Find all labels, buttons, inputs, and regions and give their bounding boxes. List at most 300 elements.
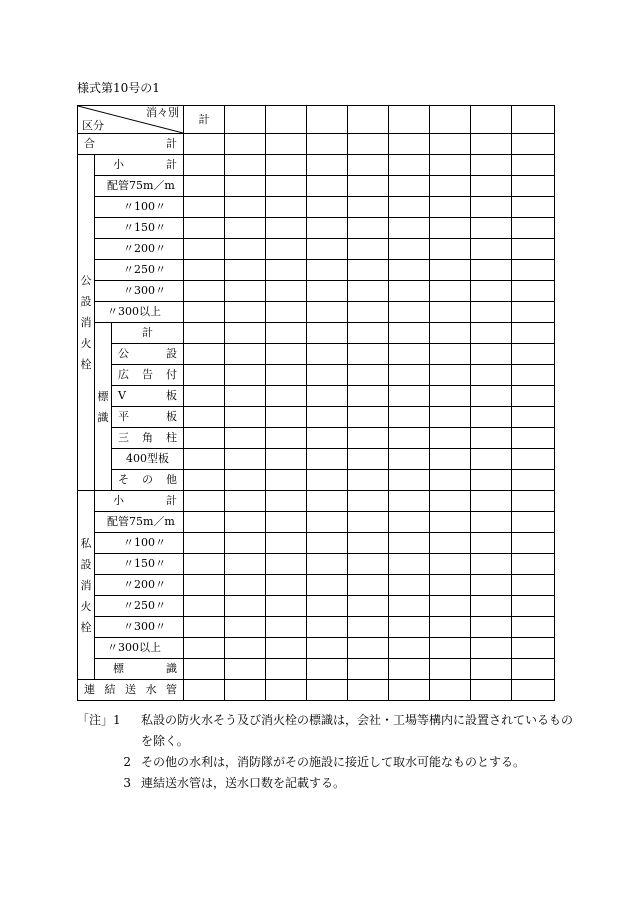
data-cell [225, 659, 266, 680]
renketsu-label-char: 水 [145, 683, 157, 696]
shiset-pipe-row [78, 638, 555, 659]
koset-hyoshiki-item-label-char: 広 [118, 368, 129, 381]
data-cell [430, 155, 471, 176]
data-cell [512, 365, 555, 386]
data-cell [348, 176, 389, 197]
data-cell [225, 260, 266, 281]
koset-hyoshiki-item-row [78, 365, 555, 386]
renketsu-label-char: 送 [125, 683, 136, 696]
data-cell [307, 449, 348, 470]
data-cell [389, 533, 430, 554]
data-cell [307, 260, 348, 281]
data-cell [512, 302, 555, 323]
data-cell [471, 323, 512, 344]
data-cell [348, 106, 389, 134]
koset-hyoshiki-item-label-char: 平 [118, 410, 129, 423]
data-cell [348, 197, 389, 218]
data-cell [471, 596, 512, 617]
data-cell [307, 239, 348, 260]
data-cell [225, 554, 266, 575]
note-number: 2 [123, 755, 131, 769]
data-cell [512, 176, 555, 197]
data-cell [184, 386, 225, 407]
data-cell [184, 155, 225, 176]
koset-subtotal-label [95, 155, 184, 176]
koset-subtotal-label-char: 計 [166, 158, 178, 171]
data-cell [266, 470, 307, 491]
data-cell [430, 491, 471, 512]
koset-hyoshiki-item-label-char: 角 [142, 431, 153, 444]
note-number: 3 [123, 776, 131, 790]
data-cell [471, 155, 512, 176]
form-title: 様式第10号の1 [77, 81, 160, 95]
note-number: 「注」1 [77, 713, 121, 727]
data-cell [430, 365, 471, 386]
data-cell [184, 428, 225, 449]
data-cell [512, 533, 555, 554]
total-row-label-char: 合 [84, 137, 95, 150]
data-cell [430, 533, 471, 554]
data-cell [512, 155, 555, 176]
data-cell [430, 659, 471, 680]
data-cell [348, 155, 389, 176]
data-cell [430, 239, 471, 260]
data-cell [471, 407, 512, 428]
data-cell [184, 281, 225, 302]
koset-hyoshiki-item-label-char: 板 [166, 410, 178, 423]
data-cell [348, 428, 389, 449]
data-cell [266, 323, 307, 344]
data-cell [266, 659, 307, 680]
data-cell [307, 281, 348, 302]
data-cell [225, 491, 266, 512]
koset-pipe-row [78, 197, 555, 218]
data-cell [225, 680, 266, 701]
data-cell [266, 260, 307, 281]
data-cell [471, 386, 512, 407]
data-cell [307, 155, 348, 176]
data-cell [348, 134, 389, 155]
data-cell [471, 344, 512, 365]
data-cell [512, 575, 555, 596]
koset-group-label-char: 火 [80, 337, 92, 350]
data-cell [389, 428, 430, 449]
data-cell [389, 491, 430, 512]
data-cell [389, 302, 430, 323]
data-cell [471, 680, 512, 701]
shiset-pipe-row [78, 575, 555, 596]
data-cell [389, 106, 430, 134]
data-cell [225, 323, 266, 344]
data-cell [430, 386, 471, 407]
data-cell [389, 449, 430, 470]
data-cell [471, 302, 512, 323]
shiset-pipe-row [78, 533, 555, 554]
data-cell [307, 407, 348, 428]
koset-group-label [78, 155, 95, 491]
data-cell [184, 533, 225, 554]
data-cell [225, 281, 266, 302]
data-cell [471, 239, 512, 260]
koset-subtotal-row [78, 155, 555, 176]
data-cell [512, 344, 555, 365]
shiset-group-label-char: 消 [80, 578, 92, 592]
note-text: その他の水利は，消防隊がその施設に接近して取水可能なものとする。 [141, 755, 526, 769]
shiset-hyoshiki-label-char: 標 [113, 662, 124, 675]
data-cell [307, 617, 348, 638]
data-cell [225, 344, 266, 365]
data-cell [184, 344, 225, 365]
data-cell [184, 554, 225, 575]
data-cell [348, 491, 389, 512]
koset-pipe-label: 〃300〃 [95, 281, 184, 302]
shiset-group-label-char: 設 [80, 557, 92, 571]
data-cell [184, 176, 225, 197]
koset-pipe-label: 〃250〃 [95, 260, 184, 281]
koset-pipe-label: 〃300以上 [95, 302, 184, 323]
koset-subtotal-label-char: 小 [113, 158, 124, 171]
note-text: 連結送水管は，送水口数を記載する。 [141, 776, 346, 790]
data-cell [307, 512, 348, 533]
data-cell [512, 218, 555, 239]
data-cell [471, 659, 512, 680]
data-cell [389, 512, 430, 533]
koset-hyoshiki-item-label [112, 344, 184, 365]
data-cell [348, 470, 389, 491]
data-cell [307, 491, 348, 512]
data-cell [266, 134, 307, 155]
data-cell [266, 533, 307, 554]
data-cell [348, 617, 389, 638]
data-cell [389, 365, 430, 386]
data-cell [389, 155, 430, 176]
data-cell [389, 575, 430, 596]
koset-hyoshiki-total-row [78, 323, 555, 344]
koset-hyoshiki-item-label-char: の [142, 473, 153, 486]
data-cell [389, 407, 430, 428]
koset-group-label-char: 公 [80, 274, 92, 287]
data-cell [307, 659, 348, 680]
data-cell [348, 407, 389, 428]
koset-pipe-row [78, 281, 555, 302]
data-cell [266, 638, 307, 659]
data-cell [184, 596, 225, 617]
data-cell [348, 659, 389, 680]
data-cell [225, 596, 266, 617]
data-cell [184, 617, 225, 638]
note-item [77, 773, 577, 794]
data-cell [512, 407, 555, 428]
data-cell [266, 491, 307, 512]
koset-pipe-row [78, 260, 555, 281]
data-cell [471, 491, 512, 512]
shiset-subtotal-label [95, 491, 184, 512]
shiset-pipe-row [78, 512, 555, 533]
data-cell [184, 218, 225, 239]
koset-hyoshiki-item-label-char: V [118, 389, 126, 402]
data-cell [430, 302, 471, 323]
data-cell [471, 638, 512, 659]
data-cell [512, 197, 555, 218]
data-cell [225, 218, 266, 239]
data-cell [307, 533, 348, 554]
koset-group-label-char: 設 [80, 295, 92, 308]
renketsu-label-char: 管 [166, 683, 177, 696]
renketsu-row [78, 680, 555, 701]
data-cell [512, 512, 555, 533]
data-cell [389, 323, 430, 344]
total-row-label-char: 計 [166, 137, 178, 150]
data-cell [225, 197, 266, 218]
data-cell [430, 512, 471, 533]
data-cell [184, 470, 225, 491]
data-cell [430, 134, 471, 155]
data-cell [471, 512, 512, 533]
data-cell [184, 407, 225, 428]
koset-hyoshiki-item-label [112, 428, 184, 449]
data-cell [471, 428, 512, 449]
data-cell [307, 134, 348, 155]
koset-hyoshiki-item-label-char: 他 [166, 473, 177, 486]
data-cell [389, 134, 430, 155]
data-cell [471, 617, 512, 638]
data-cell [512, 659, 555, 680]
data-cell [307, 428, 348, 449]
koset-pipe-row [78, 218, 555, 239]
data-cell [348, 260, 389, 281]
data-cell [512, 596, 555, 617]
shiset-pipe-row [78, 617, 555, 638]
data-cell [266, 302, 307, 323]
data-cell [430, 449, 471, 470]
koset-hyoshiki-item-label [112, 470, 184, 491]
data-cell [512, 386, 555, 407]
data-cell [348, 596, 389, 617]
koset-hyoshiki-item-row [78, 407, 555, 428]
data-cell [471, 218, 512, 239]
koset-pipe-row [78, 239, 555, 260]
data-cell [348, 302, 389, 323]
koset-pipe-label: 〃100〃 [95, 197, 184, 218]
data-cell [184, 239, 225, 260]
data-cell [307, 680, 348, 701]
data-cell [225, 428, 266, 449]
data-cell [348, 281, 389, 302]
data-cell [389, 617, 430, 638]
data-cell [430, 106, 471, 134]
koset-hyoshiki-item-label-char: 公 [118, 347, 129, 360]
data-cell [266, 512, 307, 533]
data-cell [430, 575, 471, 596]
total-row [78, 134, 555, 155]
data-cell [307, 323, 348, 344]
data-cell [389, 176, 430, 197]
koset-hyoshiki-item-label-char: 設 [166, 347, 178, 360]
data-cell [348, 386, 389, 407]
koset-hyoshiki-item-row [78, 386, 555, 407]
renketsu-label-char: 結 [104, 683, 116, 696]
data-cell [348, 449, 389, 470]
data-cell [266, 617, 307, 638]
shiset-hyoshiki-label-char: 識 [166, 662, 178, 675]
data-cell [512, 680, 555, 701]
data-cell [225, 386, 266, 407]
data-cell [184, 302, 225, 323]
data-cell [266, 281, 307, 302]
data-cell [307, 470, 348, 491]
data-cell [307, 554, 348, 575]
data-cell [307, 365, 348, 386]
total-column-header: 計 [184, 106, 225, 134]
data-cell [471, 134, 512, 155]
data-cell [471, 554, 512, 575]
data-cell [430, 428, 471, 449]
data-cell [225, 239, 266, 260]
data-cell [430, 218, 471, 239]
data-cell [430, 197, 471, 218]
data-cell [430, 407, 471, 428]
data-cell [389, 470, 430, 491]
koset-pipe-label: 〃150〃 [95, 218, 184, 239]
data-cell [348, 344, 389, 365]
data-cell [389, 659, 430, 680]
data-cell [389, 197, 430, 218]
data-cell [512, 638, 555, 659]
data-cell [389, 596, 430, 617]
data-cell [471, 449, 512, 470]
data-cell [266, 239, 307, 260]
data-cell [225, 176, 266, 197]
koset-hyoshiki-item-label-char: 付 [166, 368, 177, 381]
data-cell [184, 512, 225, 533]
data-cell [512, 554, 555, 575]
data-cell [430, 470, 471, 491]
data-cell [225, 575, 266, 596]
data-cell [430, 260, 471, 281]
notes-section [77, 710, 577, 794]
data-cell [512, 106, 555, 134]
data-cell [512, 449, 555, 470]
data-cell [389, 218, 430, 239]
shiset-group-label-char: 栓 [80, 620, 92, 634]
data-cell [184, 197, 225, 218]
data-cell [512, 491, 555, 512]
corner-top-label: 消々別 [146, 106, 180, 119]
data-cell [184, 491, 225, 512]
data-cell [266, 449, 307, 470]
data-cell [307, 596, 348, 617]
data-cell [225, 302, 266, 323]
shiset-pipe-label: 〃250〃 [95, 596, 184, 617]
data-cell [389, 638, 430, 659]
data-cell [348, 554, 389, 575]
data-cell [430, 176, 471, 197]
corner-bottom-label: 区分 [82, 119, 104, 132]
note-text: 私設の防火水そう及び消火栓の標識は，会社・工場等構内に設置されているものを除く。 [141, 713, 574, 748]
data-cell [225, 449, 266, 470]
shiset-subtotal-row [78, 491, 555, 512]
data-cell [430, 281, 471, 302]
data-cell [471, 176, 512, 197]
koset-hyoshiki-item-label-char: 柱 [166, 431, 177, 444]
koset-hyoshiki-label [95, 323, 112, 491]
koset-group-label-char: 消 [80, 316, 92, 329]
data-cell [471, 533, 512, 554]
data-cell [512, 428, 555, 449]
shiset-pipe-label: 配管75m／m [95, 512, 184, 533]
koset-hyoshiki-item-row [78, 344, 555, 365]
data-cell [307, 638, 348, 659]
koset-hyoshiki-label-char: 標 [97, 389, 109, 403]
data-cell [266, 554, 307, 575]
koset-hyoshiki-item-label-char: 400型板 [126, 452, 169, 465]
data-cell [512, 134, 555, 155]
data-cell [389, 239, 430, 260]
data-cell [471, 260, 512, 281]
data-cell [348, 218, 389, 239]
data-cell [266, 575, 307, 596]
shiset-pipe-label: 〃100〃 [95, 533, 184, 554]
data-cell [307, 106, 348, 134]
koset-group-label-char: 栓 [80, 358, 92, 371]
data-cell [389, 554, 430, 575]
data-cell [184, 659, 225, 680]
data-cell [266, 407, 307, 428]
koset-hyoshiki-item-row [78, 470, 555, 491]
data-cell [389, 386, 430, 407]
data-cell [225, 134, 266, 155]
data-cell [348, 323, 389, 344]
data-cell [184, 680, 225, 701]
renketsu-label [78, 680, 184, 701]
koset-hyoshiki-item-label-char: そ [118, 473, 129, 486]
data-cell [184, 638, 225, 659]
data-cell [471, 575, 512, 596]
data-cell [307, 575, 348, 596]
koset-hyoshiki-item-label-char: 板 [166, 389, 178, 402]
data-cell [389, 281, 430, 302]
data-cell [225, 407, 266, 428]
data-cell [225, 155, 266, 176]
koset-pipe-label: 配管75m／m [95, 176, 184, 197]
koset-hyoshiki-item-label [112, 449, 184, 470]
data-cell [430, 617, 471, 638]
data-cell [184, 575, 225, 596]
data-cell [225, 638, 266, 659]
koset-pipe-label: 〃200〃 [95, 239, 184, 260]
shiset-hyoshiki-label [95, 659, 184, 680]
koset-hyoshiki-item-label [112, 386, 184, 407]
shiset-pipe-row [78, 596, 555, 617]
data-cell [512, 260, 555, 281]
data-cell [389, 344, 430, 365]
koset-pipe-row [78, 302, 555, 323]
shiset-group-label-char: 火 [80, 599, 92, 613]
shiset-subtotal-label-char: 計 [166, 494, 178, 507]
data-cell [512, 281, 555, 302]
koset-pipe-row [78, 176, 555, 197]
data-cell [430, 596, 471, 617]
data-cell [348, 239, 389, 260]
data-cell [471, 365, 512, 386]
data-cell [471, 106, 512, 134]
koset-hyoshiki-item-row [78, 449, 555, 470]
data-cell [307, 302, 348, 323]
header-row [78, 106, 555, 134]
shiset-hyoshiki-row [78, 659, 555, 680]
data-cell [307, 176, 348, 197]
data-cell [512, 470, 555, 491]
